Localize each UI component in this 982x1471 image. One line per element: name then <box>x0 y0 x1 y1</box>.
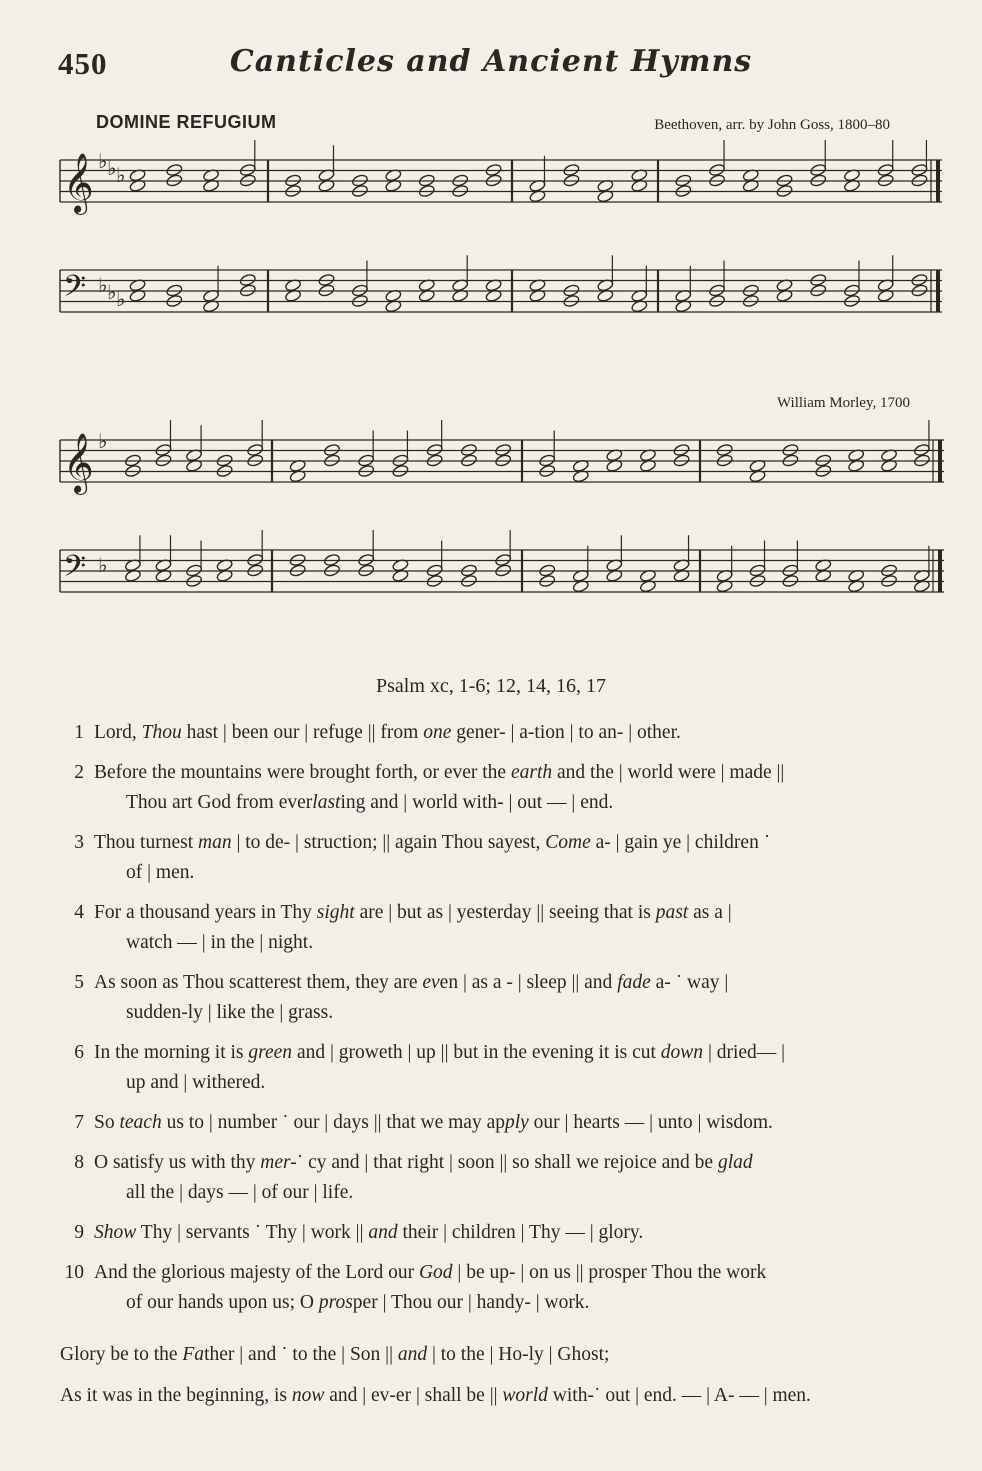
psalm-reference: Psalm xc, 1-6; 12, 14, 16, 17 <box>376 675 606 697</box>
verse-text: For a thousand years in Thy sight are | but as | yesterday || seeing that is past as a | <box>94 902 732 923</box>
tune-name: DOMINE REFUGIUM <box>96 112 277 132</box>
music-score <box>0 0 982 660</box>
psalm-verse <box>60 968 952 1028</box>
svg-text:♭: ♭ <box>98 149 108 173</box>
verse-text-continued: all the | days — | of our | life. <box>126 1182 354 1203</box>
verse-number: 9 <box>74 1222 84 1243</box>
verse-text: O satisfy us with thy mer-˙ cy and | that right | soon || so shall we rejoice and be glad <box>94 1152 753 1173</box>
second-composer-credit: William Morley, 1700 <box>777 395 910 411</box>
psalm-verse <box>60 1258 952 1318</box>
staff-lines <box>60 160 944 592</box>
verse-number: 4 <box>74 902 84 923</box>
psalm-verse <box>60 758 952 818</box>
page-number: 450 <box>58 46 108 81</box>
verse-text: Lord, Thou hast | been our | refuge || from one gener- | a-tion | to an- | other. <box>94 722 681 743</box>
verse-number: 8 <box>74 1152 84 1173</box>
page-title: Canticles and Ancient Hymns <box>229 44 753 79</box>
verse-text: And the glorious majesty of the Lord our God | be up- | on us || prosper Thou the work <box>94 1262 767 1283</box>
svg-text:𝄢: 𝄢 <box>63 270 87 311</box>
verse-number: 3 <box>74 832 84 853</box>
svg-text:𝄢: 𝄢 <box>63 550 87 591</box>
verse-text-continued: Thou art God from everlasting and | world with- | out — | end. <box>126 792 614 813</box>
composer-credit: Beethoven, arr. by John Goss, 1800–80 <box>654 117 890 133</box>
verse-text-continued: of our hands upon us; O prosper | Thou our | handy- | work. <box>126 1292 590 1313</box>
psalm-verse <box>60 828 952 888</box>
psalm-verse <box>60 1148 952 1208</box>
verse-text-continued: up and | withered. <box>126 1072 266 1093</box>
verse-text: So teach us to | number ˙ our | days || that we may apply our | hearts — | unto | wisdom. <box>94 1112 773 1133</box>
svg-text:𝄞: 𝄞 <box>63 153 94 213</box>
psalm-verses <box>60 718 952 1328</box>
psalm-verse <box>60 1038 952 1098</box>
svg-text:♭: ♭ <box>98 429 108 453</box>
clefs <box>63 149 125 591</box>
svg-text:♭: ♭ <box>107 280 117 304</box>
svg-text:♭: ♭ <box>116 163 126 187</box>
verse-number: 6 <box>74 1042 84 1063</box>
verse-text: Thou turnest man | to de- | struction; || again Thou sayest, Come a- | gain ye | children ˙ <box>94 832 771 853</box>
psalm-verse <box>60 1108 952 1138</box>
verse-number: 5 <box>74 972 84 993</box>
gloria-line-2: As it was in the beginning, is now and | ev-er | shall be || world with-˙ out | end. — | A- — | men. <box>60 1385 811 1406</box>
svg-text:♭: ♭ <box>116 287 126 311</box>
svg-text:♭: ♭ <box>98 273 108 297</box>
verse-number: 10 <box>64 1262 84 1283</box>
psalm-verse <box>60 898 952 958</box>
svg-text:♭: ♭ <box>98 553 108 577</box>
verse-text-continued: watch — | in the | night. <box>126 932 314 953</box>
svg-text:♭: ♭ <box>107 156 117 180</box>
psalm-verse <box>60 718 952 748</box>
verse-text: As soon as Thou scatterest them, they are even | as a - | sleep || and fade a- ˙ way | <box>94 972 729 993</box>
gloria-line-1: Glory be to the Father | and ˙ to the | Son || and | to the | Ho-ly | Ghost; <box>60 1344 610 1365</box>
verse-number: 7 <box>74 1112 84 1133</box>
verse-number: 2 <box>74 762 84 783</box>
verse-text: In the morning it is green and | groweth | up || but in the evening it is cut down | dried— | <box>94 1042 786 1063</box>
psalm-verse <box>60 1218 952 1248</box>
verse-text-continued: sudden-ly | like the | grass. <box>126 1002 334 1023</box>
chant-notes <box>124 140 930 593</box>
verse-number: 1 <box>74 722 84 743</box>
verse-text-continued: of | men. <box>126 862 195 883</box>
verse-text: Show Thy | servants ˙ Thy | work || and their | children | Thy — | glory. <box>94 1222 644 1243</box>
svg-text:𝄞: 𝄞 <box>63 433 94 493</box>
verse-text: Before the mountains were brought forth, or ever the earth and the | world were | made || <box>94 762 785 783</box>
